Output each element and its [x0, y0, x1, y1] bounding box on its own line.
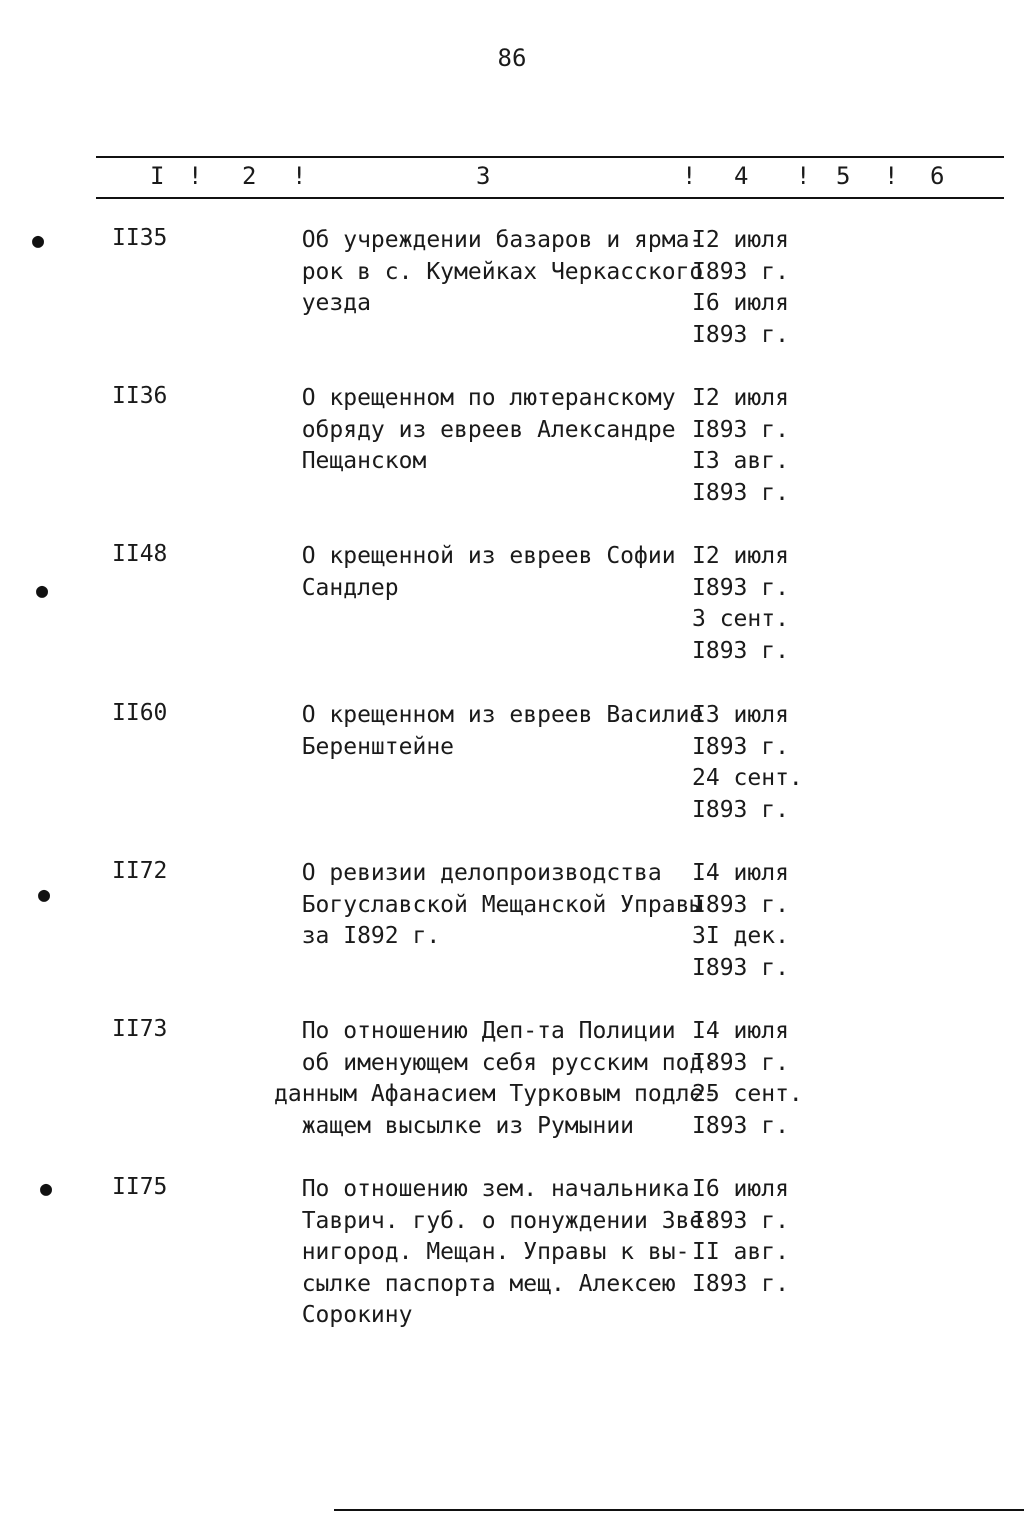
date-line: I893 г. [692, 733, 789, 760]
title-line: О крещенном из евреев Василие [274, 702, 704, 728]
entry-number: II60 [112, 700, 168, 726]
date-line: I893 г. [692, 1049, 789, 1076]
header-col-2: 2 [242, 162, 257, 190]
entry-number: II35 [112, 225, 168, 251]
title-line: данным Афанасием Турковым подле- [274, 1081, 718, 1107]
title-line: О крещенном по лютеранскому [274, 385, 676, 411]
date-line: I3 июля [692, 702, 789, 728]
date-line: I4 июля [692, 860, 789, 886]
date-line: I893 г. [692, 258, 789, 285]
title-line: Беренштейне [274, 733, 455, 760]
header-col-4: 4 [734, 162, 749, 190]
date-line: I893 г. [692, 321, 789, 348]
title-line: Сорокину [274, 1302, 413, 1328]
entry-title [274, 383, 686, 478]
page-bottom-rule [334, 1509, 1024, 1511]
punch-hole-mark-icon: ● [38, 882, 51, 906]
entry-number: II73 [112, 1016, 168, 1042]
title-line: Об учреждении базаров и ярма- [274, 227, 704, 253]
header-separator: ! [292, 162, 307, 190]
entry-dates [692, 225, 789, 351]
title-line: обряду из евреев Александре [274, 416, 676, 443]
page-number: 86 [497, 44, 527, 72]
title-line: О ревизии делопроизводства [274, 860, 662, 886]
date-line: I893 г. [692, 637, 789, 664]
entry-dates [692, 541, 789, 667]
entry-number: II72 [112, 858, 168, 884]
entry-title [274, 541, 686, 604]
header-separator: ! [796, 162, 811, 190]
title-line: О крещенной из евреев Софии [274, 543, 676, 569]
header-col-3: 3 [476, 162, 491, 190]
title-line: об именующем себя русским под- [274, 1049, 718, 1076]
date-line: 25 сент. [692, 1081, 803, 1107]
header-col-6: 6 [930, 162, 945, 190]
date-line: 24 сент. [692, 765, 803, 791]
date-line: I893 г. [692, 1207, 789, 1234]
punch-hole-mark-icon: ● [32, 228, 45, 252]
date-line: I893 г. [692, 891, 789, 918]
title-line: жащем высылке из Румынии [274, 1112, 635, 1139]
entry-number: II36 [112, 383, 168, 409]
title-line: Пещанском [274, 448, 427, 474]
title-line: рок в с. Кумейках Черкасского [274, 258, 704, 285]
date-line: I3 авг. [692, 448, 789, 474]
entry-title [274, 1016, 718, 1142]
header-col-5: 5 [836, 162, 851, 190]
table-top-rule [96, 156, 1004, 158]
title-line: уезда [274, 290, 371, 316]
title-line: По отношению зем. начальника [274, 1176, 690, 1202]
title-line: Сандлер [274, 574, 399, 601]
entry-dates [692, 700, 803, 826]
date-line: I6 июля [692, 290, 789, 316]
date-line: I893 г. [692, 796, 789, 823]
title-line: за I892 г. [274, 923, 441, 949]
date-line: I4 июля [692, 1018, 789, 1044]
date-line: I6 июля [692, 1176, 789, 1202]
entry-title [274, 700, 704, 763]
date-line: I2 июля [692, 543, 789, 569]
entry-dates [692, 1016, 803, 1142]
date-line: I893 г. [692, 479, 789, 506]
entry-dates [692, 383, 789, 509]
title-line: Таврич. губ. о понуждении Зве- [274, 1207, 718, 1234]
entry-number: II48 [112, 541, 168, 567]
punch-hole-mark-icon: ● [36, 578, 49, 602]
title-line: сылке паспорта мещ. Алексею [274, 1270, 676, 1297]
date-line: I893 г. [692, 574, 789, 601]
date-line: I893 г. [692, 954, 789, 981]
date-line: I893 г. [692, 1112, 789, 1139]
entry-title [274, 858, 704, 953]
entry-number: II75 [112, 1174, 168, 1200]
header-col-1: I [150, 162, 165, 190]
title-line: нигород. Мещан. Управы к вы- [274, 1239, 690, 1265]
date-line: I893 г. [692, 1270, 789, 1297]
date-line: I2 июля [692, 227, 789, 253]
date-line: I893 г. [692, 416, 789, 443]
header-separator: ! [884, 162, 899, 190]
date-line: II авг. [692, 1239, 789, 1265]
punch-hole-mark-icon: ● [40, 1176, 53, 1200]
date-line: I2 июля [692, 385, 789, 411]
entry-dates [692, 858, 789, 984]
header-separator: ! [682, 162, 697, 190]
entry-title [274, 225, 704, 320]
title-line: По отношению Деп-та Полиции [274, 1018, 676, 1044]
entry-title [274, 1174, 718, 1332]
date-line: 3I дек. [692, 923, 789, 949]
date-line: 3 сент. [692, 606, 789, 632]
title-line: Богуславской Мещанской Управы [274, 891, 704, 918]
table-header-rule [96, 197, 1004, 199]
entry-dates [692, 1174, 789, 1300]
header-separator: ! [188, 162, 203, 190]
